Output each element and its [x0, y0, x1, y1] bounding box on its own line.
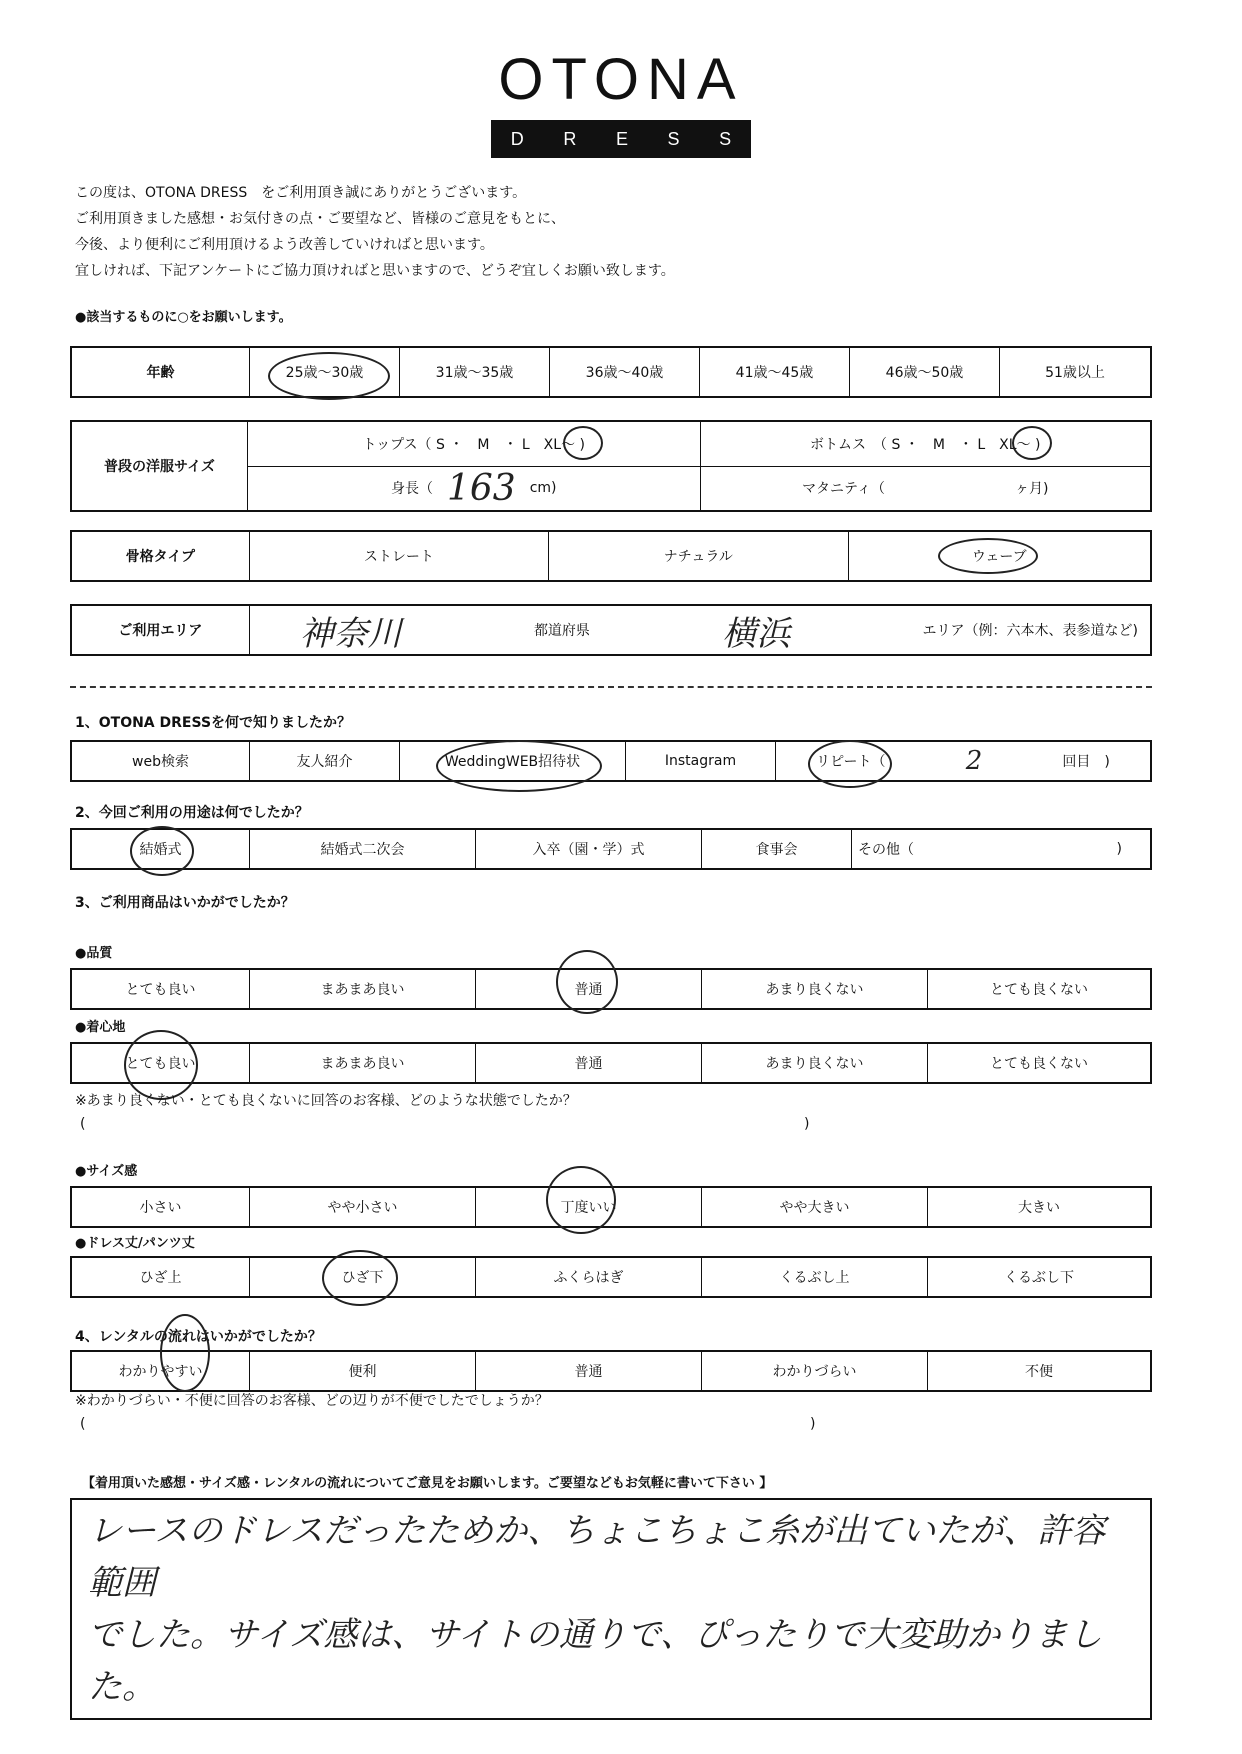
q1-option[interactable]: Instagram: [626, 742, 776, 780]
q2-title: 2、今回ご利用の用途は何でしたか？: [75, 805, 309, 821]
fit-option[interactable]: 大きい: [1018, 1200, 1060, 1216]
selection-circle: [546, 1166, 616, 1234]
area-row: [70, 604, 1152, 656]
selection-circle: [322, 1250, 398, 1306]
q1-option[interactable]: 友人紹介: [250, 742, 400, 780]
length-option[interactable]: ふくらはぎ: [476, 1258, 702, 1296]
q2-other[interactable]: [852, 830, 1150, 868]
repeat-unit: 回目 ): [1062, 754, 1110, 770]
comment-text: [88, 1505, 1138, 1713]
size-row: [70, 420, 1152, 512]
logo-letter: S: [667, 128, 680, 149]
frame-label: 骨格タイプ: [72, 532, 250, 580]
length-option[interactable]: ひざ上: [72, 1258, 250, 1296]
area-example: エリア（例：六本木、表参道など): [922, 623, 1138, 639]
prefecture-handwritten: 神奈川: [299, 613, 402, 654]
divider: [70, 686, 1152, 688]
quality-option[interactable]: まあまあ良い: [250, 970, 476, 1008]
fit-label: ●サイズ感: [75, 1164, 138, 1179]
q1-option[interactable]: WeddingWEB招待状: [400, 742, 626, 780]
age-option[interactable]: 31歳～35歳: [400, 348, 550, 396]
comfort-option[interactable]: あまり良くない: [702, 1044, 928, 1082]
area-label: ご利用エリア: [72, 606, 250, 654]
comfort-label: ●着心地: [75, 1020, 126, 1035]
fit-option[interactable]: やや大きい: [702, 1188, 928, 1226]
q4-option[interactable]: 普通: [476, 1352, 702, 1390]
length-row: [70, 1256, 1152, 1298]
length-option[interactable]: ひざ下: [250, 1258, 476, 1296]
age-option[interactable]: 46歳～50歳: [850, 348, 1000, 396]
size-label: 普段の洋服サイズ: [72, 422, 248, 510]
instruction: ●該当するものに○をお願いします。: [75, 310, 292, 325]
q4-option[interactable]: 不便: [1025, 1364, 1053, 1380]
comfort-option[interactable]: とても良い: [72, 1044, 250, 1082]
height-unit: cm): [529, 480, 557, 497]
intro-text: [75, 180, 675, 284]
logo-title: OTONA: [498, 47, 744, 112]
city-handwritten: 横浜: [722, 613, 791, 654]
selection-circle: [160, 1314, 210, 1392]
selection-circle: [268, 352, 390, 400]
other-label: その他（: [858, 842, 914, 858]
height-value: 163: [446, 467, 516, 509]
other-close: ): [1116, 841, 1122, 857]
comment-line: でした。サイズ感は、サイトの通りで、ぴったりで大変助かりました。: [88, 1615, 1103, 1707]
q1-row: [70, 740, 1152, 782]
logo-letter: D: [510, 128, 524, 149]
prefecture-label: 都道府県: [533, 623, 590, 639]
intro-line: 今後、より便利にご利用頂けるよう改善していければと思います。: [75, 237, 494, 253]
maternity-field[interactable]: [701, 467, 1151, 511]
q4-title: 4、レンタルの流れはいかがでしたか？: [75, 1329, 322, 1345]
age-option[interactable]: 25歳～30歳: [250, 348, 400, 396]
selection-circle: [808, 740, 892, 788]
paren-open: (: [80, 1416, 86, 1432]
intro-line: 宜しければ、下記アンケートにご協力頂ければと思いますので、どうぞ宜しくお願い致します。: [75, 263, 675, 279]
logo-letter: E: [615, 128, 628, 149]
age-option[interactable]: 41歳～45歳: [700, 348, 850, 396]
height-prefix: 身長（: [390, 481, 433, 498]
comment-heading: 【着用頂いた感想・サイズ感・レンタルの流れについてご意見をお願いします。ご要望などもお気軽に書いて下さい 】: [82, 1476, 773, 1491]
age-option[interactable]: 36歳～40歳: [550, 348, 700, 396]
length-option[interactable]: くるぶし下: [1004, 1270, 1074, 1286]
length-option[interactable]: くるぶし上: [702, 1258, 928, 1296]
q2-option[interactable]: 食事会: [702, 830, 852, 868]
quality-label: ●品質: [75, 946, 113, 961]
repeat-label: リピート（: [816, 754, 886, 770]
comment-line: レースのドレスだったためか、ちょこちょこ糸が出ていたが、許容範囲: [88, 1511, 1106, 1603]
maternity-unit: ヶ月): [1014, 481, 1049, 498]
paren-close: ): [804, 1116, 810, 1132]
comfort-note: ※あまり良くない・とても良くないに回答のお客様、どのような状態でしたか？: [75, 1093, 577, 1109]
fit-option[interactable]: やや小さい: [250, 1188, 476, 1226]
quality-option[interactable]: とても良い: [72, 970, 250, 1008]
logo-subtitle: [491, 120, 751, 158]
selection-circle: [938, 538, 1038, 574]
q4-note: ※わかりづらい・不便に回答のお客様、どの辺りが不便でしたでしょうか？: [75, 1393, 549, 1409]
quality-option[interactable]: あまり良くない: [702, 970, 928, 1008]
q1-option[interactable]: web検索: [72, 742, 250, 780]
q4-row: [70, 1350, 1152, 1392]
paren-open: (: [80, 1116, 86, 1132]
age-option[interactable]: 51歳以上: [1045, 365, 1105, 381]
q2-row: [70, 828, 1152, 870]
q4-option[interactable]: わかりづらい: [702, 1352, 928, 1390]
repeat-count: 2: [965, 746, 983, 776]
intro-line: この度は、OTONA DRESS をご利用頂き誠にありがとうございます。: [75, 185, 527, 201]
comfort-option[interactable]: とても良くない: [990, 1056, 1088, 1072]
selection-circle: [563, 426, 603, 460]
frame-option[interactable]: ウェーブ: [971, 549, 1027, 565]
height-field[interactable]: [248, 467, 701, 511]
age-row: [70, 346, 1152, 398]
quality-option[interactable]: 普通: [476, 970, 702, 1008]
selection-circle: [556, 950, 618, 1014]
maternity-label: マタニティ（: [802, 481, 885, 498]
paren-close: ): [810, 1416, 816, 1432]
selection-circle: [436, 740, 602, 792]
logo-letter: S: [719, 128, 732, 149]
q4-option[interactable]: 便利: [250, 1352, 476, 1390]
fit-option[interactable]: 小さい: [72, 1188, 250, 1226]
area-field[interactable]: [250, 606, 1150, 654]
bottoms-size[interactable]: ボトムス （ S ・ M ・ L XL～ ): [810, 436, 1041, 453]
q2-option[interactable]: 入卒（園・学）式: [476, 830, 702, 868]
intro-line: ご利用頂きました感想・お気付きの点・ご要望など、皆様のご意見をもとに、: [75, 211, 565, 227]
age-label: 年齢: [72, 348, 250, 396]
q1-title: 1、OTONA DRESSを何で知りましたか？: [75, 715, 352, 731]
q2-option[interactable]: 結婚式二次会: [250, 830, 476, 868]
length-label: ●ドレス丈/パンツ丈: [75, 1236, 195, 1251]
logo-letter: R: [563, 128, 577, 149]
q2-option[interactable]: 結婚式: [72, 830, 250, 868]
selection-circle: [130, 826, 194, 876]
frame-option[interactable]: ストレート: [250, 532, 549, 580]
q3-title: 3、ご利用商品はいかがでしたか？: [75, 895, 295, 911]
frame-option[interactable]: ナチュラル: [549, 532, 848, 580]
comfort-option[interactable]: 普通: [476, 1044, 702, 1082]
comfort-row: [70, 1042, 1152, 1084]
q4-option[interactable]: わかりやすい: [72, 1352, 250, 1390]
comfort-option[interactable]: まあまあ良い: [250, 1044, 476, 1082]
tops-size[interactable]: トップス（ S ・ M ・ L XL～ ): [248, 422, 701, 466]
quality-option[interactable]: とても良くない: [990, 982, 1088, 998]
fit-option[interactable]: 丁度いい: [476, 1188, 702, 1226]
selection-circle: [1012, 426, 1052, 460]
